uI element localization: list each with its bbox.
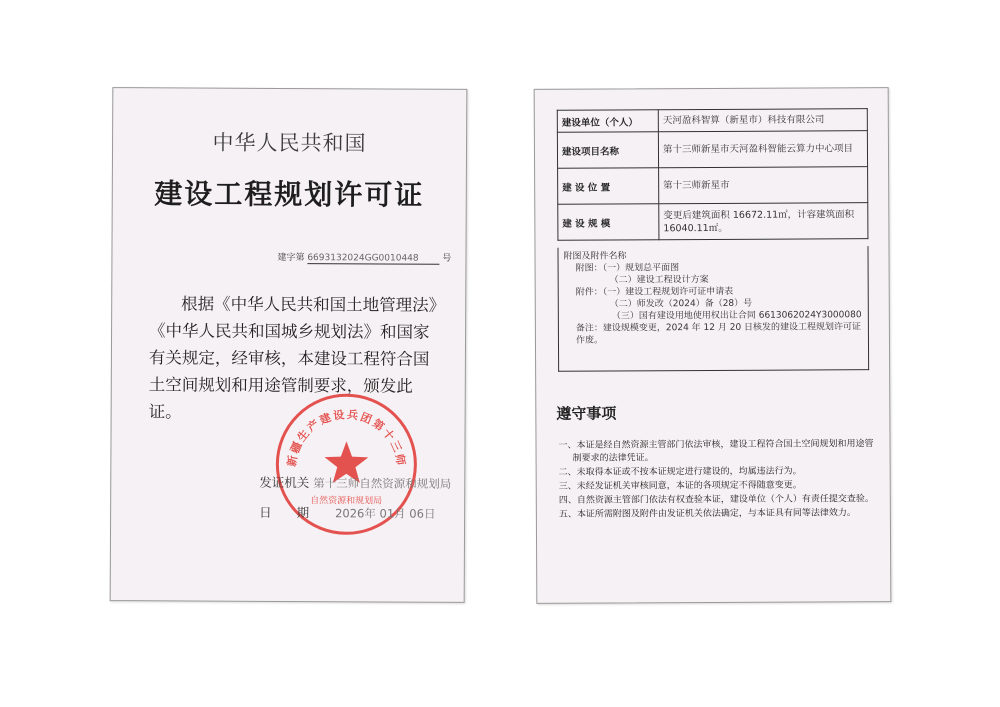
issue-date: [259, 503, 435, 522]
issuing-authority: [259, 473, 451, 492]
attachment-line: （二）建设工程设计方案: [609, 275, 709, 286]
notes-item: 二、未取得本证或不按本证规定进行建设的，均属违法行为。: [558, 466, 802, 478]
attachment-line: （三）国有建设用地使用权出让合同 6613062024Y3000080: [611, 310, 862, 322]
row-value: 第十三师新星市: [659, 167, 868, 204]
issuer-label: 发证机关: [259, 474, 310, 491]
attachment-remark: 备注：建设规模变更，2024 年 12 月 20 日核发的建设工程规划许可证作废。: [575, 322, 862, 346]
permit-detail-page: [534, 87, 892, 604]
notes-item: 四、自然资源主管部门依法有权查验本证，建设单位（个人）有责任提交查验。: [558, 494, 874, 506]
permit-title: 建设工程规划许可证: [154, 177, 425, 212]
cert-no-value: 6693132024GG0010448: [307, 253, 439, 265]
date-value: 2026年 01月 06日: [335, 506, 436, 521]
row-label: 建 设 位 置: [558, 168, 659, 205]
country-name: 中华人民共和国: [212, 130, 367, 156]
attachments-heading: 附图及附件名称: [563, 251, 627, 262]
row-value: 变更后建筑面积 16672.11㎡，计容建筑面积 16040.11㎡。: [659, 203, 868, 240]
notes-item: 一、本证是经自然资源主管部门依法审核，建设工程符合国土空间规划和用途管制要求的法律凭证。: [558, 439, 874, 464]
notes-list: [558, 438, 873, 523]
notes-item: 五、本证所需附图及附件由发证机关依法确定，与本证具有同等法律效力。: [558, 508, 856, 520]
attachments-box: [557, 246, 869, 372]
table-row: [558, 203, 868, 241]
permit-cover-page: [110, 87, 468, 603]
notes-title: 遵守事项: [556, 404, 617, 423]
row-label: 建设项目名称: [557, 132, 658, 169]
date-label: 日 期: [259, 504, 310, 521]
row-label: 建设单位（个人）: [557, 110, 658, 133]
row-label: 建 设 规 模: [558, 204, 659, 241]
issuer-value: 第十三师自然资源和规划局: [313, 476, 452, 491]
certificate-number: [277, 250, 451, 265]
table-row: [557, 131, 867, 169]
row-value: 第十三师新星市天河盈科智能云算力中心项目: [658, 131, 867, 168]
permit-statement: 根据《中华人民共和国土地管理法》《中华人民共和国城乡规划法》和国家有关规定，经审核，本建设工程符合国土空间规划和用途管制要求，颁发此证。: [148, 294, 438, 422]
attachment-line: 附件：（一）建设工程规划许可证申请表: [575, 286, 734, 298]
table-row: [557, 109, 867, 133]
cert-no-prefix: 建字第: [277, 252, 305, 264]
notes-item: 三、未经发证机关审核同意，本证的各项规定不得随意变更。: [558, 480, 802, 492]
seal-inner-text: 自然资源和规划局: [310, 496, 383, 507]
row-value: 天河盈科智算（新星市）科技有限公司: [658, 109, 867, 132]
table-row: [558, 167, 868, 205]
cert-no-suffix: 号: [442, 253, 452, 264]
seal-outer-text: 新疆生产建设兵团第十三师: [285, 407, 408, 469]
attachment-line: （二）师发改（2024）备（28）号: [609, 298, 753, 310]
attachment-line: 附图：（一）规划总平面图: [575, 263, 680, 274]
project-info-table: [557, 108, 869, 241]
